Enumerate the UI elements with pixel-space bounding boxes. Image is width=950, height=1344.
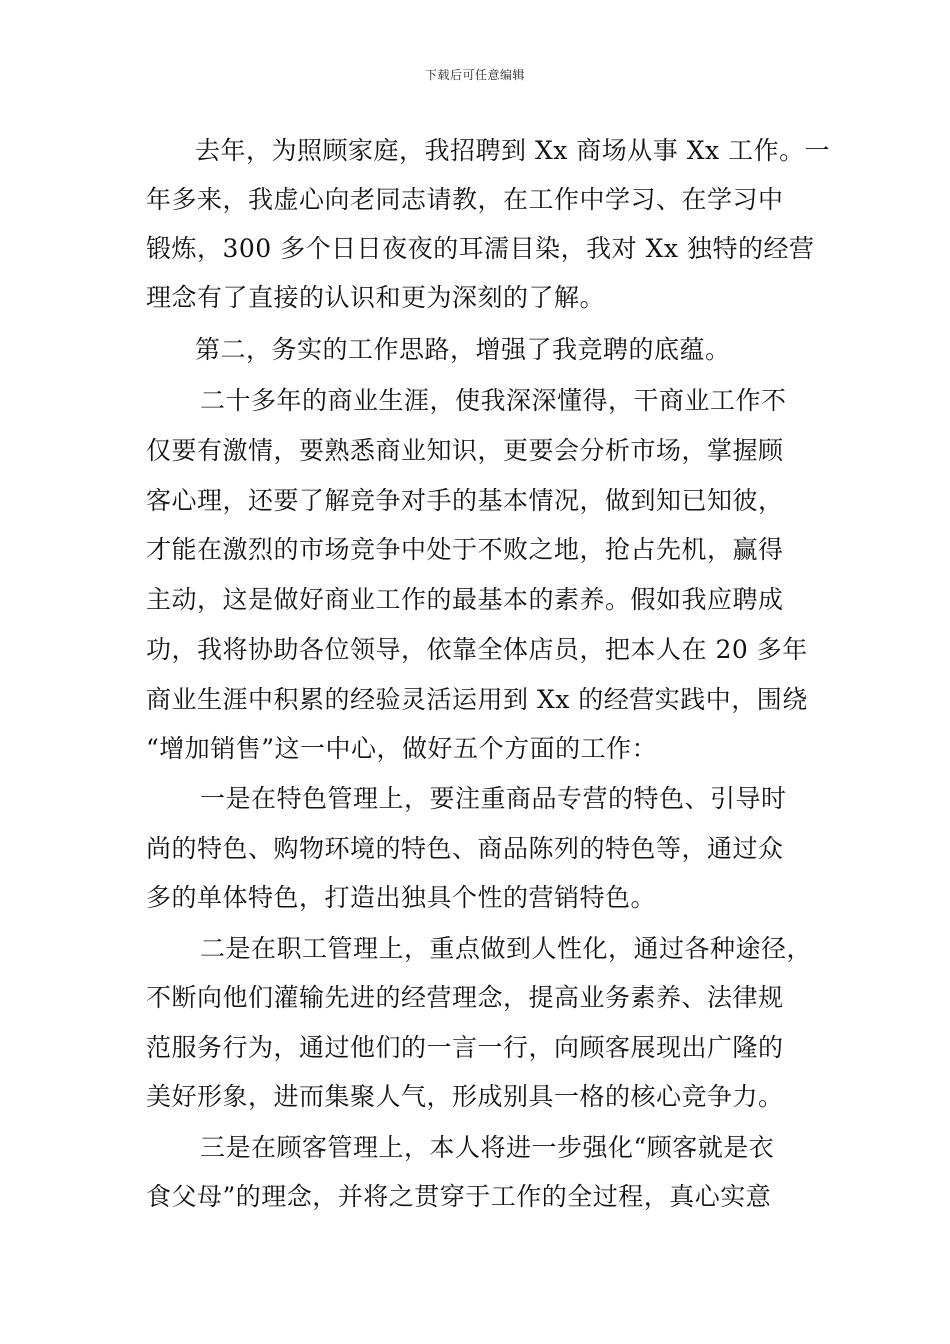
body-line: 不断向他们灌输先进的经营理念，提高业务素养、法律规 xyxy=(146,983,784,1012)
body-line: 第二，务实的工作思路，增强了我竞聘的底蕴。 xyxy=(195,335,731,364)
body-line: 美好形象，进而集聚人气，形成别具一格的核心竞争力。 xyxy=(146,1082,784,1111)
body-line: 一是在特色管理上，要注重商品专营的特色、引导时 xyxy=(200,784,787,813)
body-line: 二十多年的商业生涯，使我深深懂得，干商业工作不 xyxy=(200,386,787,415)
header-note: 下载后可任意编辑 xyxy=(424,68,525,82)
body-line: 尚的特色、购物环境的特色、商品陈列的特色等，通过众 xyxy=(146,834,784,863)
body-line: 才能在激烈的市场竞争中处于不败之地，抢占先机，赢得 xyxy=(146,535,784,564)
body-line: 二是在职工管理上，重点做到人性化，通过各种途径， xyxy=(200,934,813,963)
body-line: 客心理，还要了解竞争对手的基本情况，做到知已知彼， xyxy=(146,486,784,515)
body-line: 功，我将协助各位领导，依靠全体店员，把本人在 20 多年 xyxy=(146,635,808,664)
body-line: 主动，这是做好商业工作的最基本的素养。假如我应聘成 xyxy=(146,585,784,614)
body-line: 年多来，我虚心向老同志请教，在工作中学习、在学习中 xyxy=(146,185,784,214)
body-line: 范服务行为，通过他们的一言一行，向顾客展现出广隆的 xyxy=(146,1033,784,1062)
body-line: 理念有了直接的认识和更为深刻的了解。 xyxy=(146,283,606,312)
body-line: “增加销售”这一中心，做好五个方面的工作： xyxy=(146,734,658,763)
body-line: 三是在顾客管理上，本人将进一步强化“顾客就是衣 xyxy=(200,1133,775,1162)
body-line: 食父母”的理念，并将之贯穿于工作的全过程，真心实意 xyxy=(146,1182,772,1211)
body-line: 去年，为照顾家庭，我招聘到 Xx 商场从事 Xx 工作。一 xyxy=(195,136,831,165)
body-line: 商业生涯中积累的经验灵活运用到 Xx 的经营实践中，围绕 xyxy=(146,685,808,714)
body-line: 多的单体特色，打造出独具个性的营销特色。 xyxy=(146,883,657,912)
body-line: 仅要有激情，要熟悉商业知识，更要会分析市场，掌握顾 xyxy=(146,436,784,465)
body-line: 锻炼，300 多个日日夜夜的耳濡目染，我对 Xx 独特的经营 xyxy=(146,234,815,263)
